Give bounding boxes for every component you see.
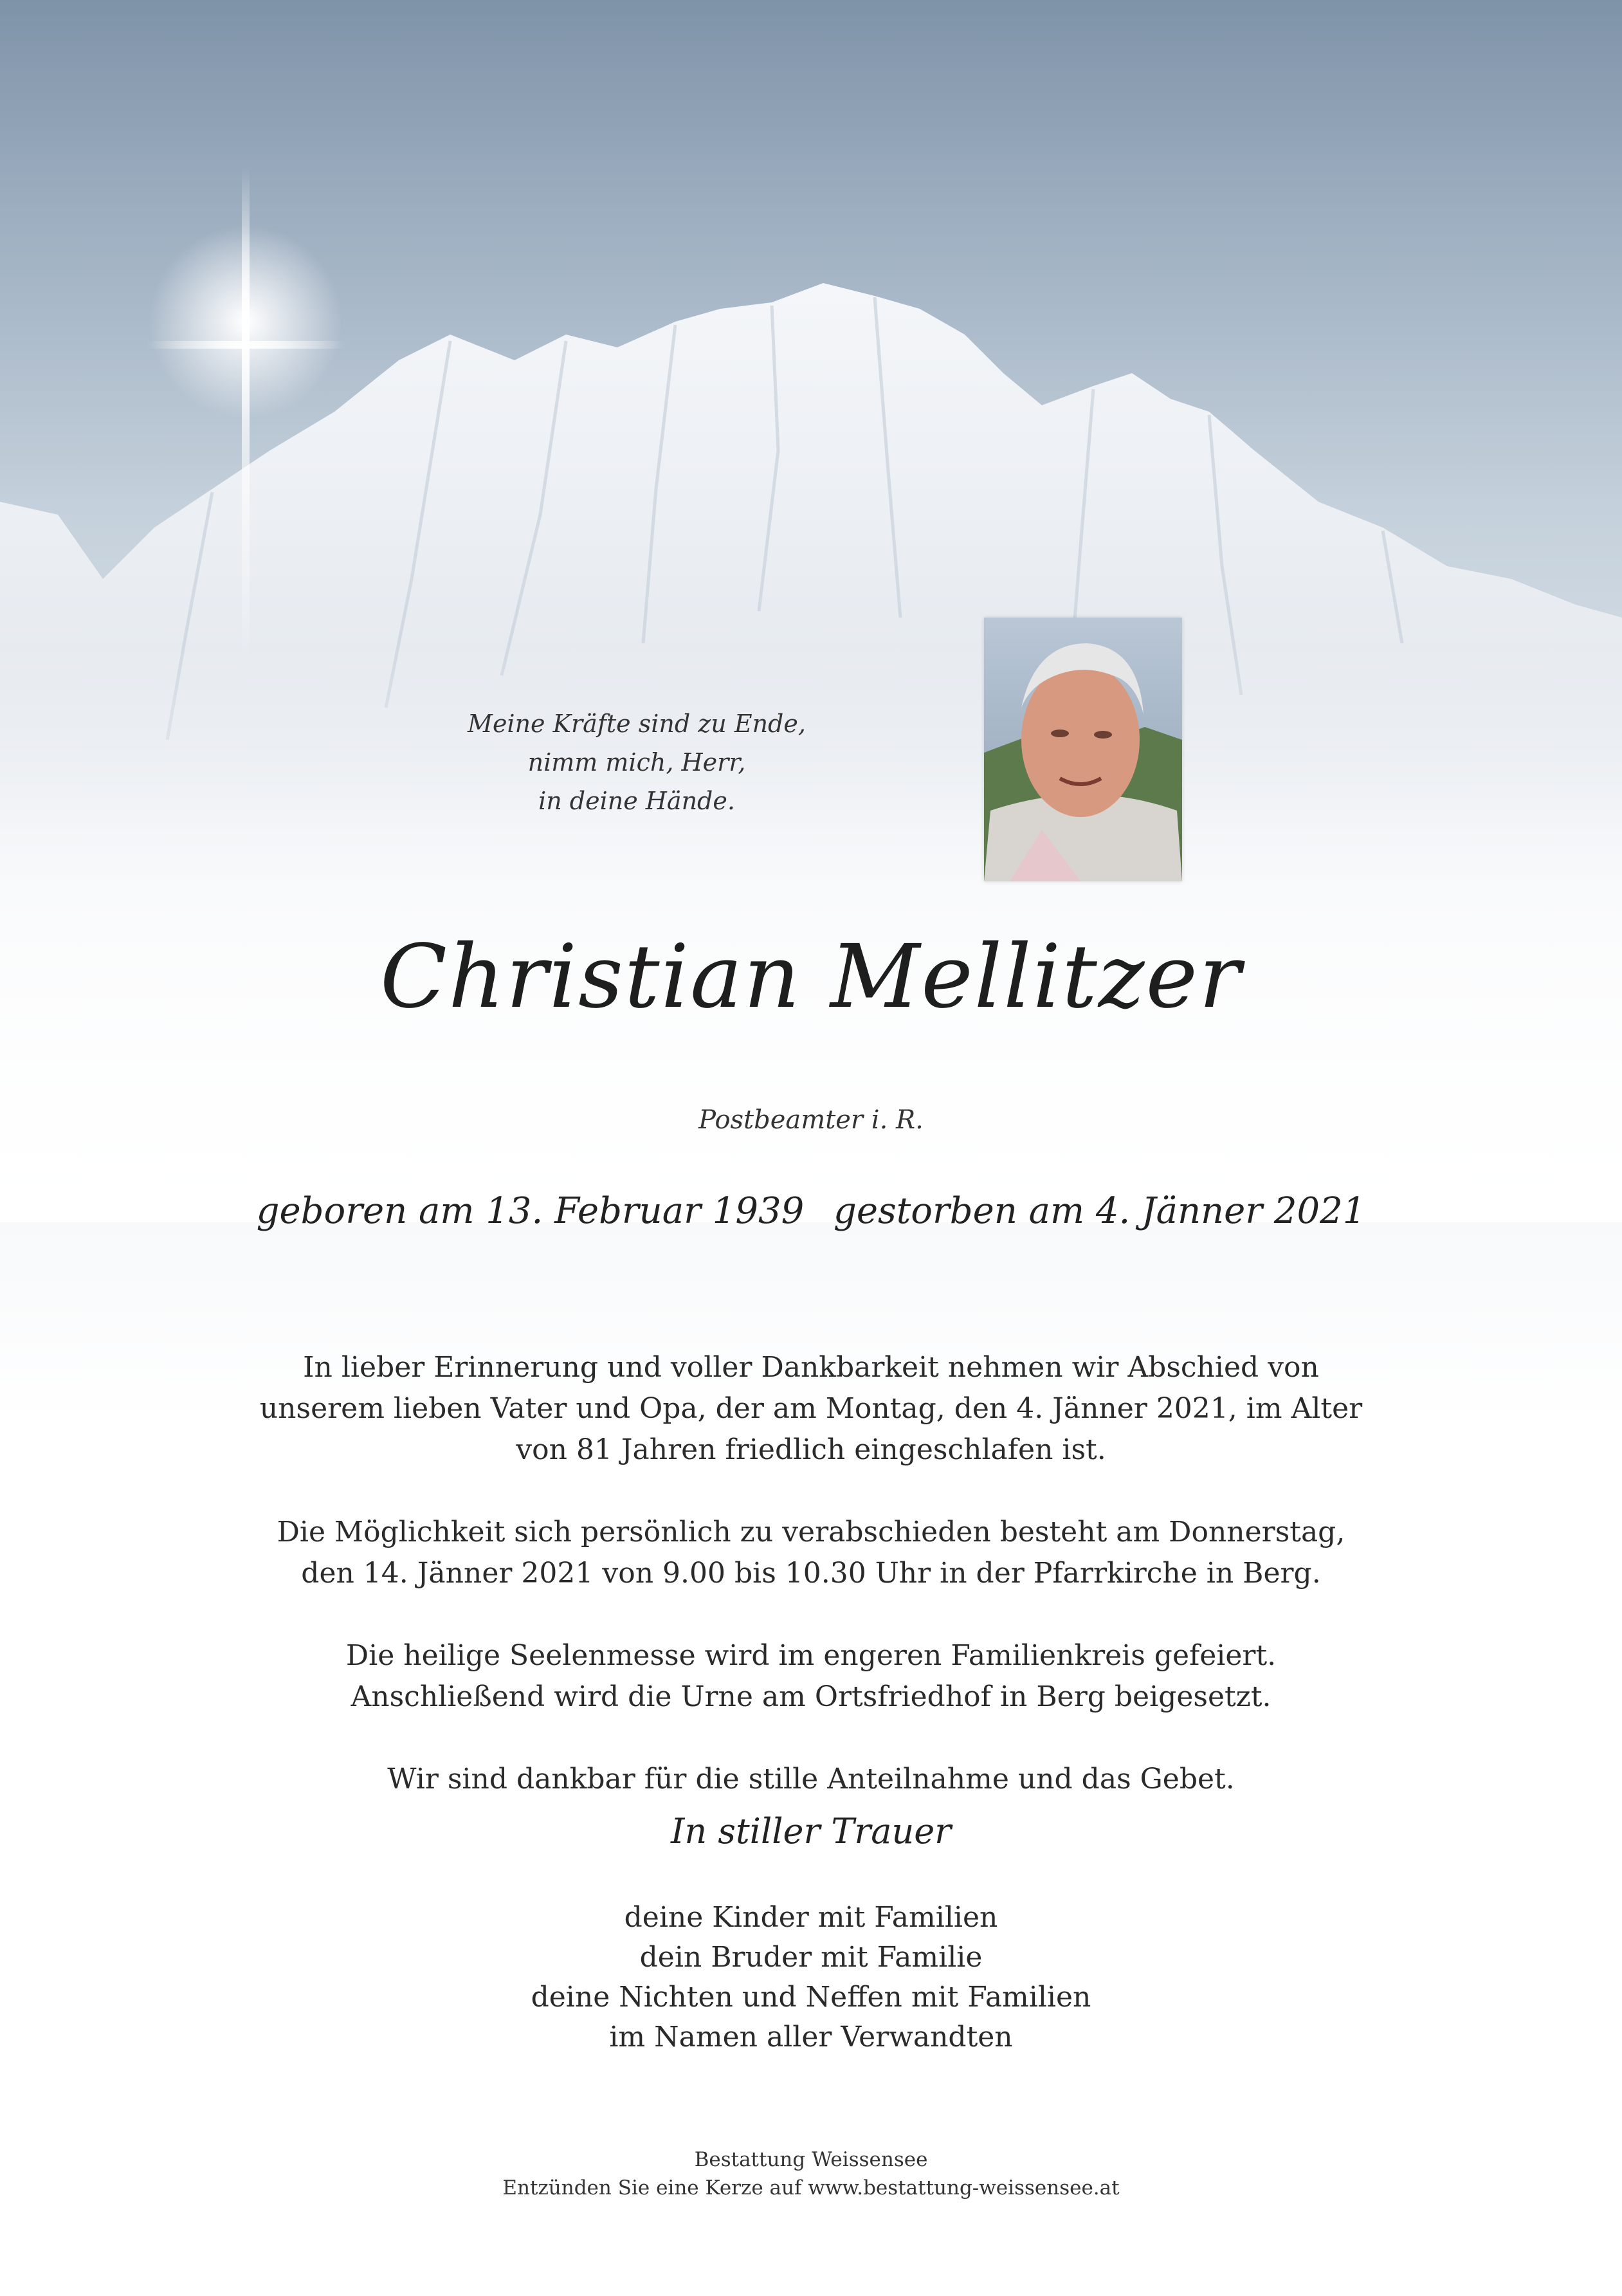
text-line: In lieber Erinnerung und voller Dankbarkeit nehmen wir Abschied von (303, 1351, 1319, 1384)
text-line: von 81 Jahren friedlich eingeschlafen ist. (516, 1433, 1106, 1466)
mourner-line: deine Kinder mit Familien (624, 1901, 998, 1934)
verse-block (412, 704, 862, 820)
text-line: Die Möglichkeit sich persönlich zu verabschieden besteht am Donnerstag, (277, 1516, 1345, 1548)
funeral-home-name: Bestattung Weissensee (694, 2148, 928, 2171)
text-line: Die heilige Seelenmesse wird im engeren Familienkreis gefeiert. (345, 1639, 1277, 1672)
deceased-name: Christian Mellitzer (379, 926, 1243, 1028)
mourner-line: dein Bruder mit Familie (639, 1941, 983, 1974)
footer (0, 2145, 1622, 2202)
mourning-heading: In stiller Trauer (670, 1811, 951, 1851)
portrait-photo (984, 618, 1182, 881)
text-line: unserem lieben Vater und Opa, der am Montag, den 4. Jänner 2021, im Alter (259, 1392, 1363, 1425)
death-date: gestorben am 4. Jänner 2021 (834, 1190, 1366, 1232)
life-dates (0, 1190, 1622, 1232)
text-line: den 14. Jänner 2021 von 9.00 bis 10.30 Uhr in der Pfarrkirche in Berg. (301, 1557, 1321, 1590)
mourner-line: deine Nichten und Neffen mit Familien (531, 1981, 1091, 2014)
mourner-line: im Namen aller Verwandten (609, 2021, 1013, 2053)
birth-date: geboren am 13. Februar 1939 (256, 1190, 805, 1232)
verse-line: in deine Hände. (538, 787, 735, 815)
cross-light-icon (0, 0, 1622, 772)
announcement-text (193, 1306, 1429, 1841)
mourners-list (0, 1898, 1622, 2057)
verse-line: nimm mich, Herr, (527, 748, 746, 776)
verse-line: Meine Kräfte sind zu Ende, (468, 710, 806, 738)
text-line: Anschließend wird die Urne am Ortsfriedhof in Berg beigesetzt. (351, 1680, 1271, 1713)
profession: Postbeamter i. R. (698, 1105, 924, 1135)
text-line: Wir sind dankbar für die stille Anteilnahme und das Gebet. (387, 1763, 1235, 1795)
candle-link-text[interactable]: Entzünden Sie eine Kerze auf www.bestattung-weissensee.at (502, 2176, 1120, 2200)
